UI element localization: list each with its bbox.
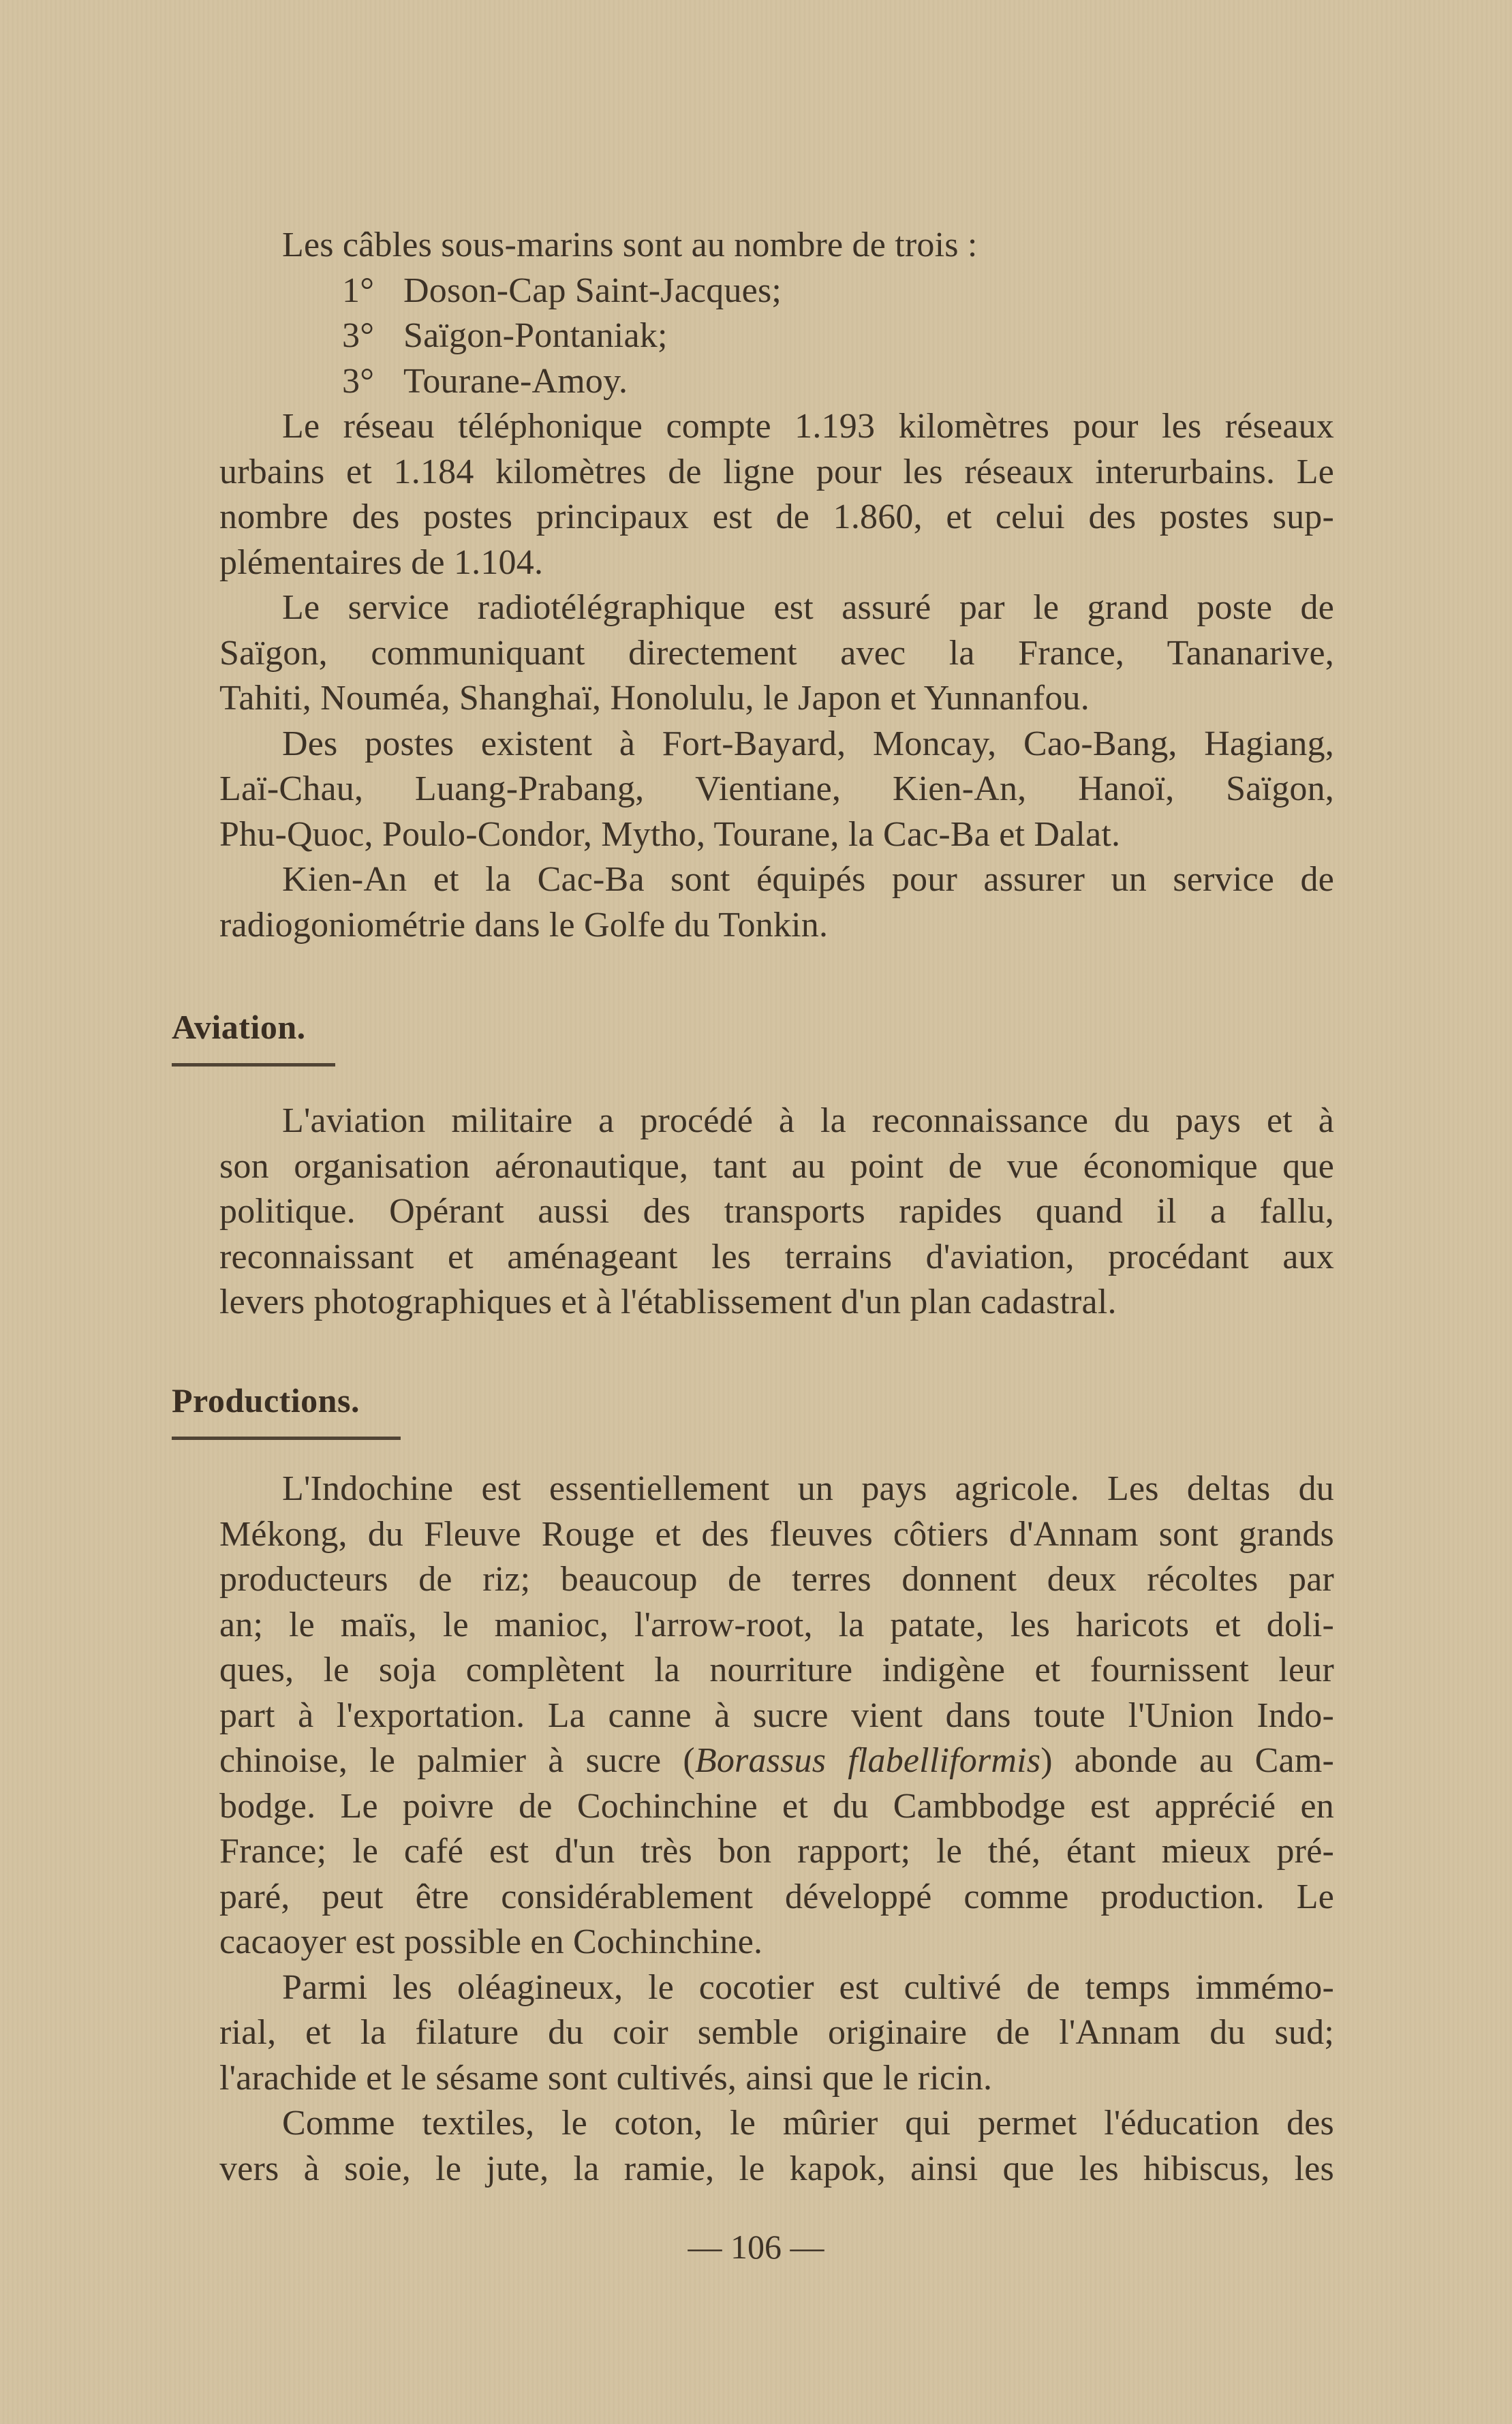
goniometry-paragraph — [219, 857, 1334, 948]
text-line: vers à soie, le jute, la ramie, le kapok, ainsi que les hibiscus, les — [219, 2149, 1334, 2188]
text-line: Parmi les oléagineux, le cocotier est cultivé de temps immémo- — [282, 1967, 1334, 2007]
text-fragment: ) abonde au Cam- — [1040, 1741, 1335, 1780]
stations-paragraph — [219, 722, 1334, 858]
text-line: part à l'exportation. La canne à sucre vient dans toute l'Union Indo- — [219, 1696, 1334, 1735]
text-line: paré, peut être considérablement développé comme production. Le — [219, 1877, 1334, 1916]
aviation-section — [219, 1099, 1334, 1325]
cable-item — [219, 269, 1334, 314]
cable-number: 3° — [342, 361, 375, 401]
text-line: urbains et 1.184 kilomètres de ligne pour les réseaux interurbains. Le — [219, 452, 1334, 491]
text-line: Comme textiles, le coton, le mûrier qui permet l'éducation des — [282, 2104, 1334, 2143]
text-line: an; le maïs, le manioc, l'arrow-root, la patate, les haricots et doli- — [219, 1605, 1334, 1644]
telephone-paragraph — [219, 404, 1334, 585]
text-line: Phu-Quoc, Poulo-Condor, Mytho, Tourane, la Cac-Ba et Dalat. — [219, 814, 1121, 854]
text-line: levers photographiques et à l'établissement d'un plan cadastral. — [219, 1283, 1117, 1321]
aviation-heading: Aviation. — [172, 1008, 306, 1046]
text-line: cacaoyer est possible en Cochinchine. — [219, 1922, 763, 1961]
aviation-paragraph — [219, 1099, 1334, 1325]
radio-paragraph — [219, 585, 1334, 722]
text-line — [219, 1738, 1334, 1784]
productions-heading: Productions. — [172, 1381, 360, 1420]
species-name: Borassus flabelliformis — [694, 1741, 1041, 1780]
text-line: nombre des postes principaux est de 1.860, et celui des postes sup- — [219, 497, 1334, 536]
cable-name: Doson-Cap Saint-Jacques; — [403, 271, 782, 310]
productions-section — [219, 1467, 1334, 2192]
text-line: radiogoniométrie dans le Golfe du Tonkin. — [219, 905, 829, 945]
text-line: L'Indochine est essentiellement un pays agricole. Les deltas du — [282, 1469, 1334, 1508]
text-line: Tahiti, Nouméa, Shanghaï, Honolulu, le Japon et Yunnanfou. — [219, 679, 1090, 718]
text-line: bodge. Le poivre de Cochinchine et du Cambbodge est apprécié en — [219, 1786, 1334, 1826]
cables-section — [219, 223, 1334, 948]
text-line: Le réseau téléphonique compte 1.193 kilomètres pour les réseaux — [282, 407, 1334, 446]
text-line: Des postes existent à Fort-Bayard, Moncay, Cao-Bang, Hagiang, — [282, 724, 1334, 763]
text-line: reconnaissant et aménageant les terrains d'aviation, procédant aux — [219, 1237, 1334, 1276]
text-line: producteurs de riz; beaucoup de terres donnent deux récoltes par — [219, 1560, 1334, 1599]
text-line: Laï-Chau, Luang-Prabang, Vientiane, Kien-An, Hanoï, Saïgon, — [219, 769, 1334, 808]
text-line: l'arachide et le sésame sont cultivés, ainsi que le ricin. — [219, 2058, 993, 2098]
text-line: France; le café est d'un très bon rapport; le thé, étant mieux pré- — [219, 1832, 1334, 1871]
text-line: L'aviation militaire a procédé à la reconnaissance du pays et à — [282, 1101, 1334, 1140]
page-number: — 106 — — [688, 2228, 824, 2266]
text-line: son organisation aéronautique, tant au point de vue économique que — [219, 1146, 1334, 1186]
cable-name: Saïgon-Pontaniak; — [403, 316, 668, 355]
text-line: Mékong, du Fleuve Rouge et des fleuves côtiers d'Annam sont grands — [219, 1514, 1334, 1554]
cable-name: Tourane-Amoy. — [403, 361, 628, 401]
cable-number: 3° — [342, 316, 375, 355]
text-line: rial, et la filature du coir semble originaire de l'Annam du sud; — [219, 2013, 1334, 2052]
cable-item — [219, 359, 1334, 405]
text-line: Le service radiotélégraphique est assuré par le grand poste de — [282, 588, 1334, 627]
text-line: politique. Opérant aussi des transports rapides quand il a fallu, — [219, 1192, 1334, 1231]
text-fragment: chinoise, le palmier à sucre ( — [219, 1741, 695, 1780]
oilseed-paragraph — [219, 1965, 1334, 2102]
text-line: Saïgon, communiquant directement avec la France, Tananarive, — [219, 633, 1334, 673]
text-line: plémentaires de 1.104. — [219, 542, 544, 582]
cables-intro: Les câbles sous-marins sont au nombre de trois : — [282, 226, 978, 264]
aviation-heading-rule — [172, 1063, 335, 1067]
textile-paragraph — [219, 2101, 1334, 2192]
text-line: Kien-An et la Cac-Ba sont équipés pour assurer un service de — [282, 860, 1334, 899]
agriculture-paragraph — [219, 1467, 1334, 1965]
productions-heading-rule — [172, 1437, 401, 1440]
text-line: ques, le soja complètent la nourriture indigène et fournissent leur — [219, 1651, 1334, 1689]
cable-number: 1° — [342, 271, 375, 310]
cable-item — [219, 313, 1334, 359]
